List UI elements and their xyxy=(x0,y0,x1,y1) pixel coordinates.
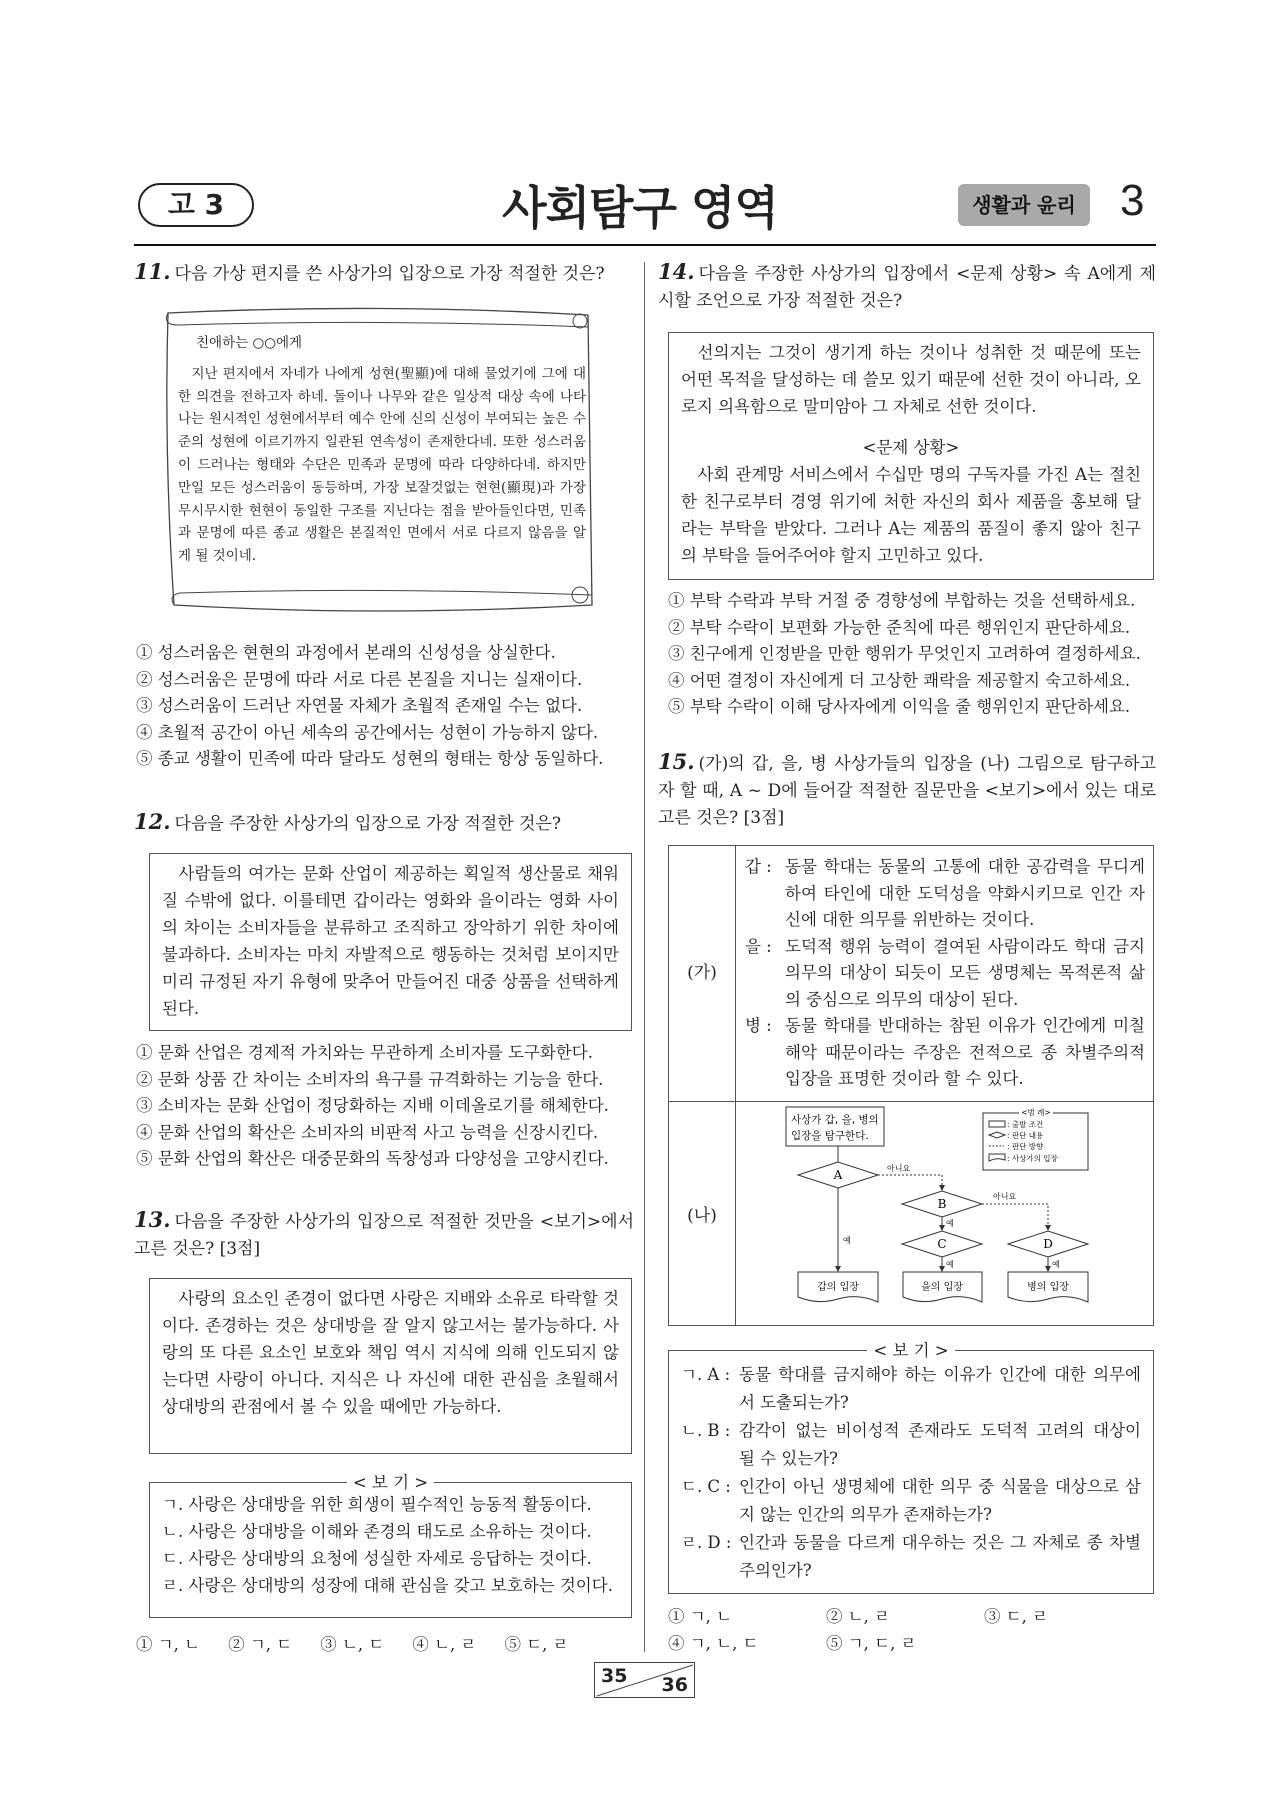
question-15 xyxy=(658,748,1156,832)
q15-bogi xyxy=(668,1341,1154,1594)
option[interactable]: ⑤ 종교 생활이 민족에 따라 달라도 성현의 형태는 항상 동일하다. xyxy=(136,749,604,768)
question-stem: 다음을 주장한 사상가의 입장에서 <문제 상황> 속 A에게 제시할 조언으로 가장 적절한 것은? xyxy=(658,264,1156,311)
legend xyxy=(983,1107,1088,1170)
q15-answers xyxy=(668,1604,1154,1657)
q12-options xyxy=(136,1040,609,1173)
no-label: 아니요 xyxy=(887,1164,911,1173)
option[interactable]: ② 부탁 수락이 보편화 가능한 준칙에 따른 행위인지 판단하세요. xyxy=(668,617,1131,637)
situation-title: <문제 상황> xyxy=(862,438,960,457)
question-stem: 다음을 주장한 사상가의 입장으로 가장 적절한 것은? xyxy=(174,814,561,834)
label-ga: (가) xyxy=(687,963,717,983)
bogi-key: ㄹ. xyxy=(162,1576,184,1595)
decision-label: C xyxy=(937,1237,947,1251)
question-number: 11. xyxy=(134,259,171,284)
option[interactable]: ① 성스러움은 현현의 과정에서 본래의 신성성을 상실한다. xyxy=(136,643,556,662)
option[interactable]: ③ 성스러움이 드러난 자연물 자체가 초월적 존재일 수는 없다. xyxy=(136,696,583,715)
bogi-item xyxy=(681,1417,1141,1473)
bogi-key: ㄷ. C : xyxy=(681,1477,731,1496)
question-12 xyxy=(134,808,634,838)
bogi-title: < 보 기 > xyxy=(347,1473,434,1492)
q12-passage: 사람들의 여가는 문화 산업이 제공하는 획일적 생산물로 채워질 수밖에 없다. 이를테면 갑이라는 영화와 을이라는 영화 사이의 차이는 소비자들을 분류하고 조직하고 장악하기 위한 차이에 불과하다. 소비자는 마치 자발적으로 행동하는 것처럼 보이지만 미리 규정된 자기 유형에 맞추어 만들어진 대중 상품을 선택하게 된다. xyxy=(149,853,632,1031)
q13-passage: 사랑의 요소인 존경이 없다면 사랑은 지배와 소유로 타락할 것이다. 존경하는 것은 상대방을 잘 알지 않고서는 불가능하다. 사랑의 또 다른 요소인 보호와 책임 역시 지식에 의해 인도되지 않는다면 사랑이 아니다. 지식은 나 자신에 대한 관심을 초월해서 상대방의 관점에서 볼 수 있을 때에만 가능하다. xyxy=(149,1278,632,1454)
start-box xyxy=(786,1107,884,1146)
label-na: (나) xyxy=(687,1206,717,1226)
header-rule xyxy=(134,244,1156,246)
bogi-text: 사랑은 상대방의 요청에 성실한 자세로 응답하는 것이다. xyxy=(188,1549,592,1568)
q13-answers xyxy=(136,1632,569,1659)
bogi-key: ㄱ. A : xyxy=(681,1365,731,1384)
answer-choice[interactable]: ④ ㄴ, ㄹ xyxy=(412,1635,477,1654)
start-text: 사상가 갑, 을, 병의 xyxy=(791,1114,879,1126)
q11-options xyxy=(136,640,603,773)
q14-passage xyxy=(668,332,1154,580)
question-14 xyxy=(658,258,1156,315)
option[interactable]: ⑤ 문화 산업의 확산은 대중문화의 독창성과 다양성을 고양시킨다. xyxy=(136,1149,609,1168)
question-stem: (가)의 갑, 을, 병 사상가들의 입장을 (나) 그림으로 탐구하고자 할 때, A ~ D에 들어갈 적절한 질문만을 <보기>에서 있는 대로 고른 것은? [3점] xyxy=(658,754,1156,828)
statement-text: 도덕적 행위 능력이 결여된 사람이라도 학대 금지 의무의 대상이 되듯이 모든 생명체는 목적론적 삶의 중심으로 의무의 대상이 된다. xyxy=(785,936,1145,1009)
bogi-key: ㄹ. D : xyxy=(681,1533,732,1552)
q13-bogi xyxy=(149,1473,632,1618)
bogi-key: ㄴ. xyxy=(162,1522,184,1541)
start-text: 입장을 탐구한다. xyxy=(791,1130,869,1142)
end-label: 을의 입장 xyxy=(921,1282,963,1293)
answer-choice[interactable]: ⑤ ㄷ, ㄹ xyxy=(504,1635,569,1654)
page-title: 사회탐구 영역 xyxy=(502,181,778,235)
option[interactable]: ① 부탁 수락과 부탁 거절 중 경향성에 부합하는 것을 선택하세요. xyxy=(668,591,1136,610)
statement-eul xyxy=(745,934,1145,1014)
no-label: 아니요 xyxy=(993,1192,1017,1201)
question-number: 15. xyxy=(658,749,695,774)
speaker: 병 : xyxy=(745,1016,772,1035)
bogi-text: 사랑은 상대방을 이해와 존경의 태도로 소유하는 것이다. xyxy=(188,1522,592,1541)
bogi-item xyxy=(162,1545,619,1572)
statement-gap xyxy=(745,854,1145,934)
bogi-key: ㄴ. B : xyxy=(681,1421,731,1440)
question-11 xyxy=(134,258,634,288)
speaker: 갑 : xyxy=(745,857,772,876)
question-number: 12. xyxy=(134,809,171,834)
question-13 xyxy=(134,1206,634,1263)
answer-choice[interactable]: ④ ㄱ, ㄴ, ㄷ xyxy=(668,1633,759,1653)
bogi-item xyxy=(681,1361,1141,1417)
situation-text: 사회 관계망 서비스에서 수십만 명의 구독자를 가진 A는 절친한 친구로부터 경영 위기에 처한 자신의 회사 제품을 홍보해 달라는 부탁을 받았다. 그러나 A는 제품의 품질이 좋지 않아 친구의 부탁을 들어주어야 할지 고민하고 있다. xyxy=(681,465,1141,565)
column-divider xyxy=(644,262,645,1652)
answer-choice[interactable]: ③ ㄴ, ㄷ xyxy=(320,1635,385,1654)
passage-text: 선의지는 그것이 생기게 하는 것이나 성취한 것 때문에 또는 어떤 목적을 달성하는 데 쓸모 있기 때문에 선한 것이 아니라, 오로지 의욕함으로 말미암아 그 자체로 선한 것이다. xyxy=(681,343,1141,416)
answer-choice[interactable]: ① ㄱ, ㄴ xyxy=(136,1635,201,1654)
end-label: 갑의 입장 xyxy=(817,1282,859,1293)
page-number-box xyxy=(594,1662,695,1698)
option[interactable]: ④ 어떤 결정이 자신에게 더 고상한 쾌락을 제공할지 숙고하세요. xyxy=(668,670,1131,690)
question-stem: 다음을 주장한 사상가의 입장으로 적절한 것만을 <보기>에서 고른 것은? [3점] xyxy=(134,1212,634,1259)
bogi-item xyxy=(162,1518,619,1545)
question-number: 14. xyxy=(658,259,695,284)
yes-label: 예 xyxy=(946,1260,954,1269)
bogi-key: ㄷ. xyxy=(162,1549,184,1568)
bogi-text: 사랑은 상대방의 성장에 대해 관심을 갖고 보호하는 것이다. xyxy=(188,1576,613,1595)
option[interactable]: ② 성스러움은 문명에 따라 서로 다른 본질을 지니는 실재이다. xyxy=(136,669,583,689)
letter-body: 지난 편지에서 자네가 나에게 성현(聖顯)에 대해 물었기에 그에 대한 의견을 전하고자 하네. 돌이나 나무와 같은 일상적 대상 속에 나타나는 원시적인 성현에서부터 예수 안에 신의 신성이 부여되는 높은 수준의 성현에 이르기까지 일관된 연속성이 존재한다네. 또한 성스러움이 드러나는 형태와 수단은 민족과 문명에 따라 다양하다네. 하지만 만일 모든 성스러움이 동등하며, 가장 보잘것없는 현현(顯現)과 가장 무시무시한 현현이 동일한 구조를 지닌다는 점을 받아들인다면, 민족과 문명에 따른 종교 생활은 본질적인 면에서 서로 다르지 않음을 알게 될 것이네. xyxy=(178,365,586,565)
option[interactable]: ③ 소비자는 문화 산업이 정당화하는 지배 이데올로기를 해체한다. xyxy=(136,1096,609,1115)
question-number: 13. xyxy=(134,1207,171,1232)
flowchart xyxy=(735,1101,1153,1325)
decision-label: A xyxy=(833,1168,843,1182)
bogi-text: 동물 학대를 금지해야 하는 이유가 인간에 대한 의무에서 도출되는가? xyxy=(739,1365,1141,1412)
option[interactable]: ④ 초월적 공간이 아닌 세속의 공간에서는 성현이 가능하지 않다. xyxy=(136,722,599,742)
grade-badge: 고 3 xyxy=(138,183,254,227)
letter-greeting: 친애하는 ○○에게 xyxy=(196,335,303,351)
legend-item: : 출발 조건 xyxy=(1007,1120,1044,1129)
legend-item: : 판단 방향 xyxy=(1007,1142,1044,1151)
yes-label: 예 xyxy=(946,1219,954,1228)
bogi-text: 인간이 아닌 생명체에 대한 의무 중 식물을 대상으로 삼지 않는 인간의 의무가 존재하는가? xyxy=(739,1477,1141,1524)
decision-label: D xyxy=(1043,1237,1053,1251)
letter-text xyxy=(178,332,586,568)
answer-choice[interactable]: ① ㄱ, ㄴ xyxy=(668,1607,733,1626)
option[interactable]: ② 문화 상품 간 차이는 소비자의 욕구를 규격화하는 기능을 한다. xyxy=(136,1069,604,1089)
end-label: 병의 입장 xyxy=(1027,1282,1069,1293)
question-stem: 다음 가상 편지를 쓴 사상가의 입장으로 가장 적절한 것은? xyxy=(174,264,605,284)
bogi-text: 인간과 동물을 다르게 대우하는 것은 그 자체로 종 차별주의인가? xyxy=(739,1533,1141,1580)
bogi-text: 감각이 없는 비이성적 존재라도 도덕적 고려의 대상이 될 수 있는가? xyxy=(739,1421,1141,1468)
bogi-key: ㄱ. xyxy=(162,1495,184,1514)
answer-choice[interactable]: ⑤ ㄱ, ㄷ, ㄹ xyxy=(826,1633,917,1653)
answer-choice[interactable]: ② ㄴ, ㄹ xyxy=(826,1607,891,1626)
statements xyxy=(745,854,1145,1093)
left-page-number: 35 xyxy=(601,1665,628,1687)
bogi-title: < 보 기 > xyxy=(867,1341,954,1360)
statement-text: 동물 학대는 동물의 고통에 대한 공감력을 무디게 하여 타인에 대한 도덕성을 약화시키므로 인간 자신에 대한 의무를 위반하는 것이다. xyxy=(785,857,1145,929)
speaker: 을 : xyxy=(745,936,772,956)
option[interactable]: ① 문화 산업은 경제적 가치와는 무관하게 소비자를 도구화한다. xyxy=(136,1043,593,1062)
page-number: 3 xyxy=(1120,176,1145,225)
yes-label: 예 xyxy=(843,1236,851,1245)
right-page-number: 36 xyxy=(661,1674,688,1696)
yes-label: 예 xyxy=(1052,1260,1060,1269)
q14-options xyxy=(668,588,1141,721)
decision-label: B xyxy=(937,1197,947,1211)
answer-choice[interactable]: ③ ㄷ, ㄹ xyxy=(984,1607,1049,1626)
bogi-item xyxy=(681,1529,1141,1585)
legend-item: : 판단 내용 xyxy=(1007,1131,1044,1140)
legend-item: : 사상가의 입장 xyxy=(1007,1154,1058,1163)
answer-choice[interactable]: ② ㄱ, ㄷ xyxy=(228,1635,293,1654)
option[interactable]: ⑤ 부탁 수락이 이해 당사자에게 이익을 줄 행위인지 판단하세요. xyxy=(668,697,1131,716)
option[interactable]: ④ 문화 산업의 확산은 소비자의 비판적 사고 능력을 신장시킨다. xyxy=(136,1122,599,1142)
statement-text: 동물 학대를 반대하는 참된 이유가 인간에게 미칠 해악 때문이라는 주장은 전적으로 종 차별주의적 입장을 표명한 것이라 할 수 있다. xyxy=(785,1016,1145,1088)
bogi-item xyxy=(681,1473,1141,1529)
legend-title: <범 례> xyxy=(1021,1108,1051,1117)
option[interactable]: ③ 친구에게 인정받을 만한 행위가 무엇인지 고려하여 결정하세요. xyxy=(668,644,1141,663)
bogi-item xyxy=(162,1572,619,1599)
bogi-text: 사랑은 상대방을 위한 희생이 필수적인 능동적 활동이다. xyxy=(188,1495,592,1514)
subject-badge: 생활과 윤리 xyxy=(958,184,1090,226)
statement-byeong xyxy=(745,1013,1145,1093)
